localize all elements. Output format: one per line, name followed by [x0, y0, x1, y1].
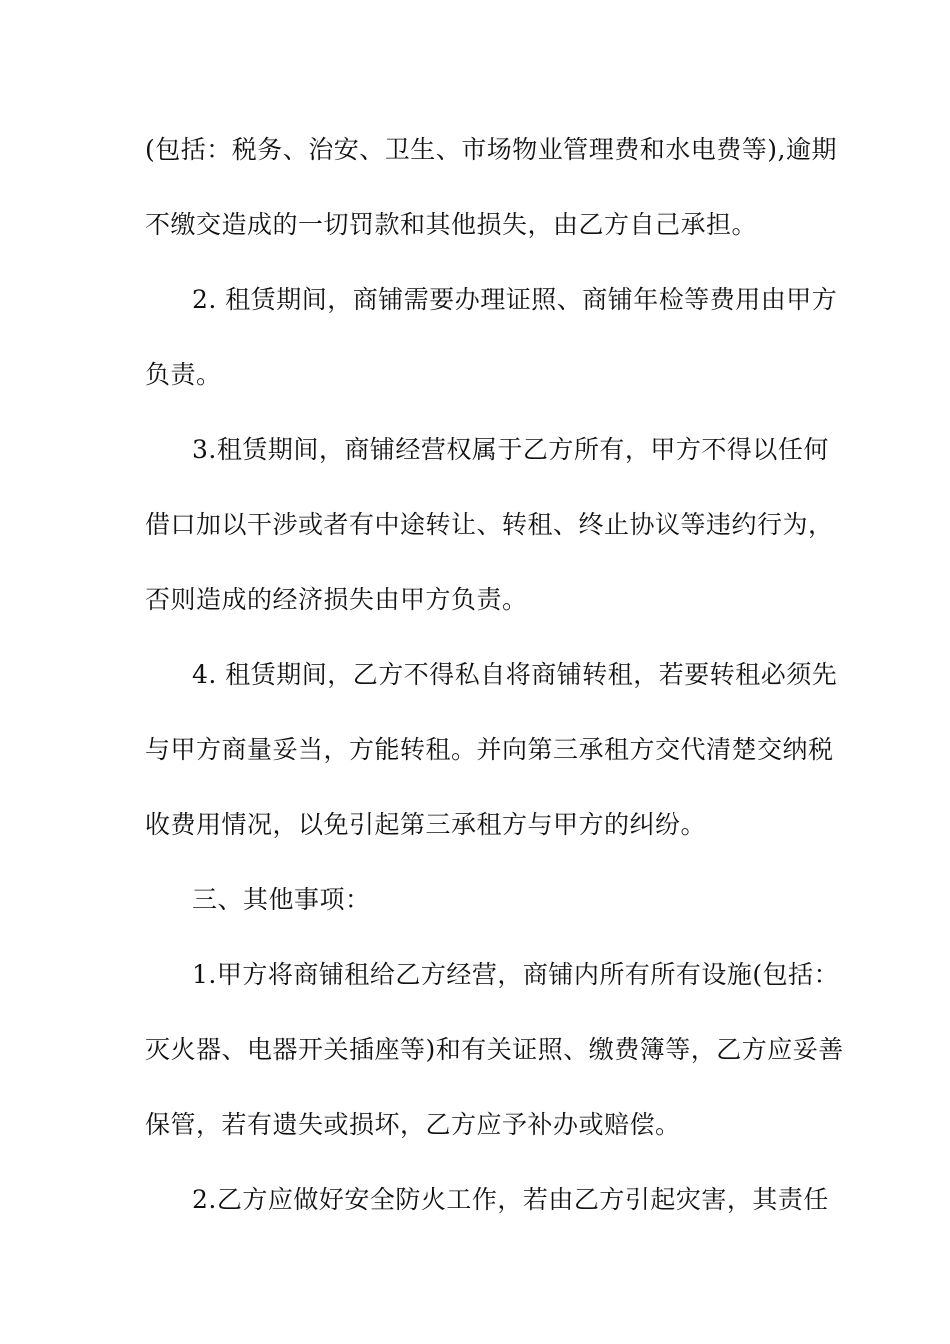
text-line-3: 2. 租赁期间，商铺需要办理证照、商铺年检等费用由甲方 — [192, 285, 838, 314]
text-line-8: 4. 租赁期间，乙方不得私自将商铺转租，若要转租必须先 — [192, 660, 838, 689]
text-line-12: 1.甲方将商铺租给乙方经营，商铺内所有所有设施(包括： — [192, 960, 840, 989]
text-line-2: 不缴交造成的一切罚款和其他损失，由乙方自己承担。 — [145, 210, 758, 239]
text-line-7: 否则造成的经济损失由甲方负责。 — [145, 585, 528, 614]
text-line-10: 收费用情况，以免引起第三承租方与甲方的纠纷。 — [145, 810, 707, 839]
text-line-15: 2.乙方应做好安全防火工作，若由乙方引起灾害，其责任 — [192, 1185, 829, 1214]
text-line-4: 负责。 — [145, 360, 222, 389]
section-heading-other-matters: 三、其他事项： — [192, 885, 371, 914]
text-line-13: 灭火器、电器开关插座等)和有关证照、缴费簿等，乙方应妥善 — [145, 1035, 844, 1064]
text-line-6: 借口加以干涉或者有中途转让、转租、终止协议等违约行为， — [145, 510, 834, 539]
text-line-9: 与甲方商量妥当，方能转租。并向第三承租方交代清楚交纳税 — [145, 735, 834, 764]
text-line-14: 保管，若有遗失或损坏，乙方应予补办或赔偿。 — [145, 1110, 681, 1139]
text-line-5: 3.租赁期间，商铺经营权属于乙方所有，甲方不得以任何 — [192, 435, 829, 464]
text-line-1: (包括：税务、治安、卫生、市场物业管理费和水电费等),逾期 — [145, 135, 837, 164]
